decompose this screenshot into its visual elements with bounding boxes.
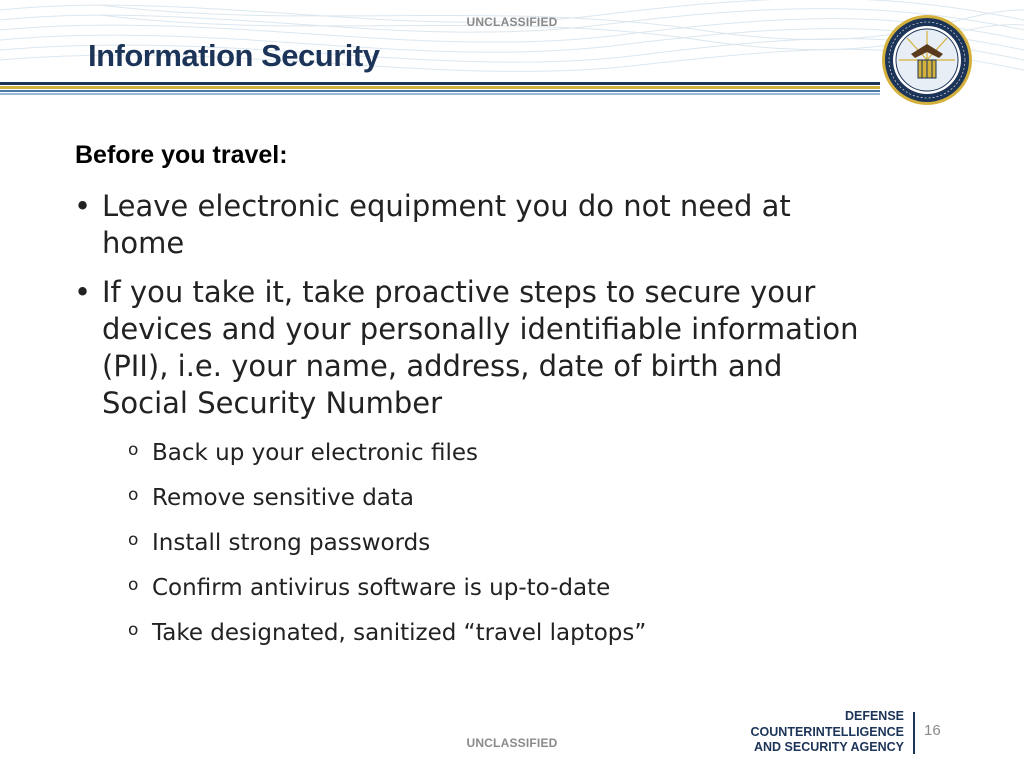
sub-bullet-text: Back up your electronic files	[152, 440, 478, 466]
dcsa-seal-icon	[881, 14, 973, 106]
agency-line: COUNTERINTELLIGENCE	[750, 724, 904, 739]
bullet-dot-icon: •	[74, 275, 92, 309]
bullet-item	[74, 188, 954, 262]
sub-bullet-item	[128, 438, 646, 468]
sub-bullet-item	[128, 483, 646, 513]
sub-bullet-item	[128, 573, 646, 603]
classification-bottom: UNCLASSIFIED	[466, 736, 558, 750]
sub-bullet-marker: o	[128, 440, 139, 460]
bullet-line: (PII), i.e. your name, address, date of birth and	[102, 349, 783, 383]
sub-bullet-text: Confirm antivirus software is up-to-date	[152, 575, 611, 601]
sub-bullet-text: Remove sensitive data	[152, 485, 415, 511]
sub-bullet-text: Take designated, sanitized “travel laptops”	[152, 620, 647, 646]
sub-bullet-marker: o	[128, 575, 139, 595]
footer-divider	[913, 712, 915, 754]
bullet-line: Leave electronic equipment you do not need at	[102, 189, 791, 223]
bullet-list	[74, 188, 954, 434]
bullet-item	[74, 274, 954, 422]
agency-line: AND SECURITY AGENCY	[753, 740, 904, 754]
slide-title: Information Security	[88, 38, 380, 73]
sub-bullet-list	[128, 438, 646, 663]
title-rule-bar	[0, 82, 880, 96]
subheading: Before you travel:	[75, 141, 288, 169]
bullet-line: home	[102, 226, 185, 260]
page-number: 16	[924, 722, 941, 739]
agency-wordmark	[751, 709, 904, 756]
sub-bullet-item	[128, 618, 646, 648]
bullet-line: If you take it, take proactive steps to secure your	[102, 275, 816, 309]
sub-bullet-item	[128, 528, 646, 558]
sub-bullet-marker: o	[128, 485, 139, 505]
bullet-line: devices and your personally identifiable information	[102, 312, 859, 346]
bullet-line: Social Security Number	[102, 386, 442, 420]
sub-bullet-marker: o	[128, 530, 139, 550]
sub-bullet-marker: o	[128, 620, 139, 640]
sub-bullet-text: Install strong passwords	[152, 530, 431, 556]
bullet-dot-icon: •	[74, 189, 92, 223]
agency-line: DEFENSE	[844, 709, 904, 723]
classification-top: UNCLASSIFIED	[466, 15, 558, 29]
